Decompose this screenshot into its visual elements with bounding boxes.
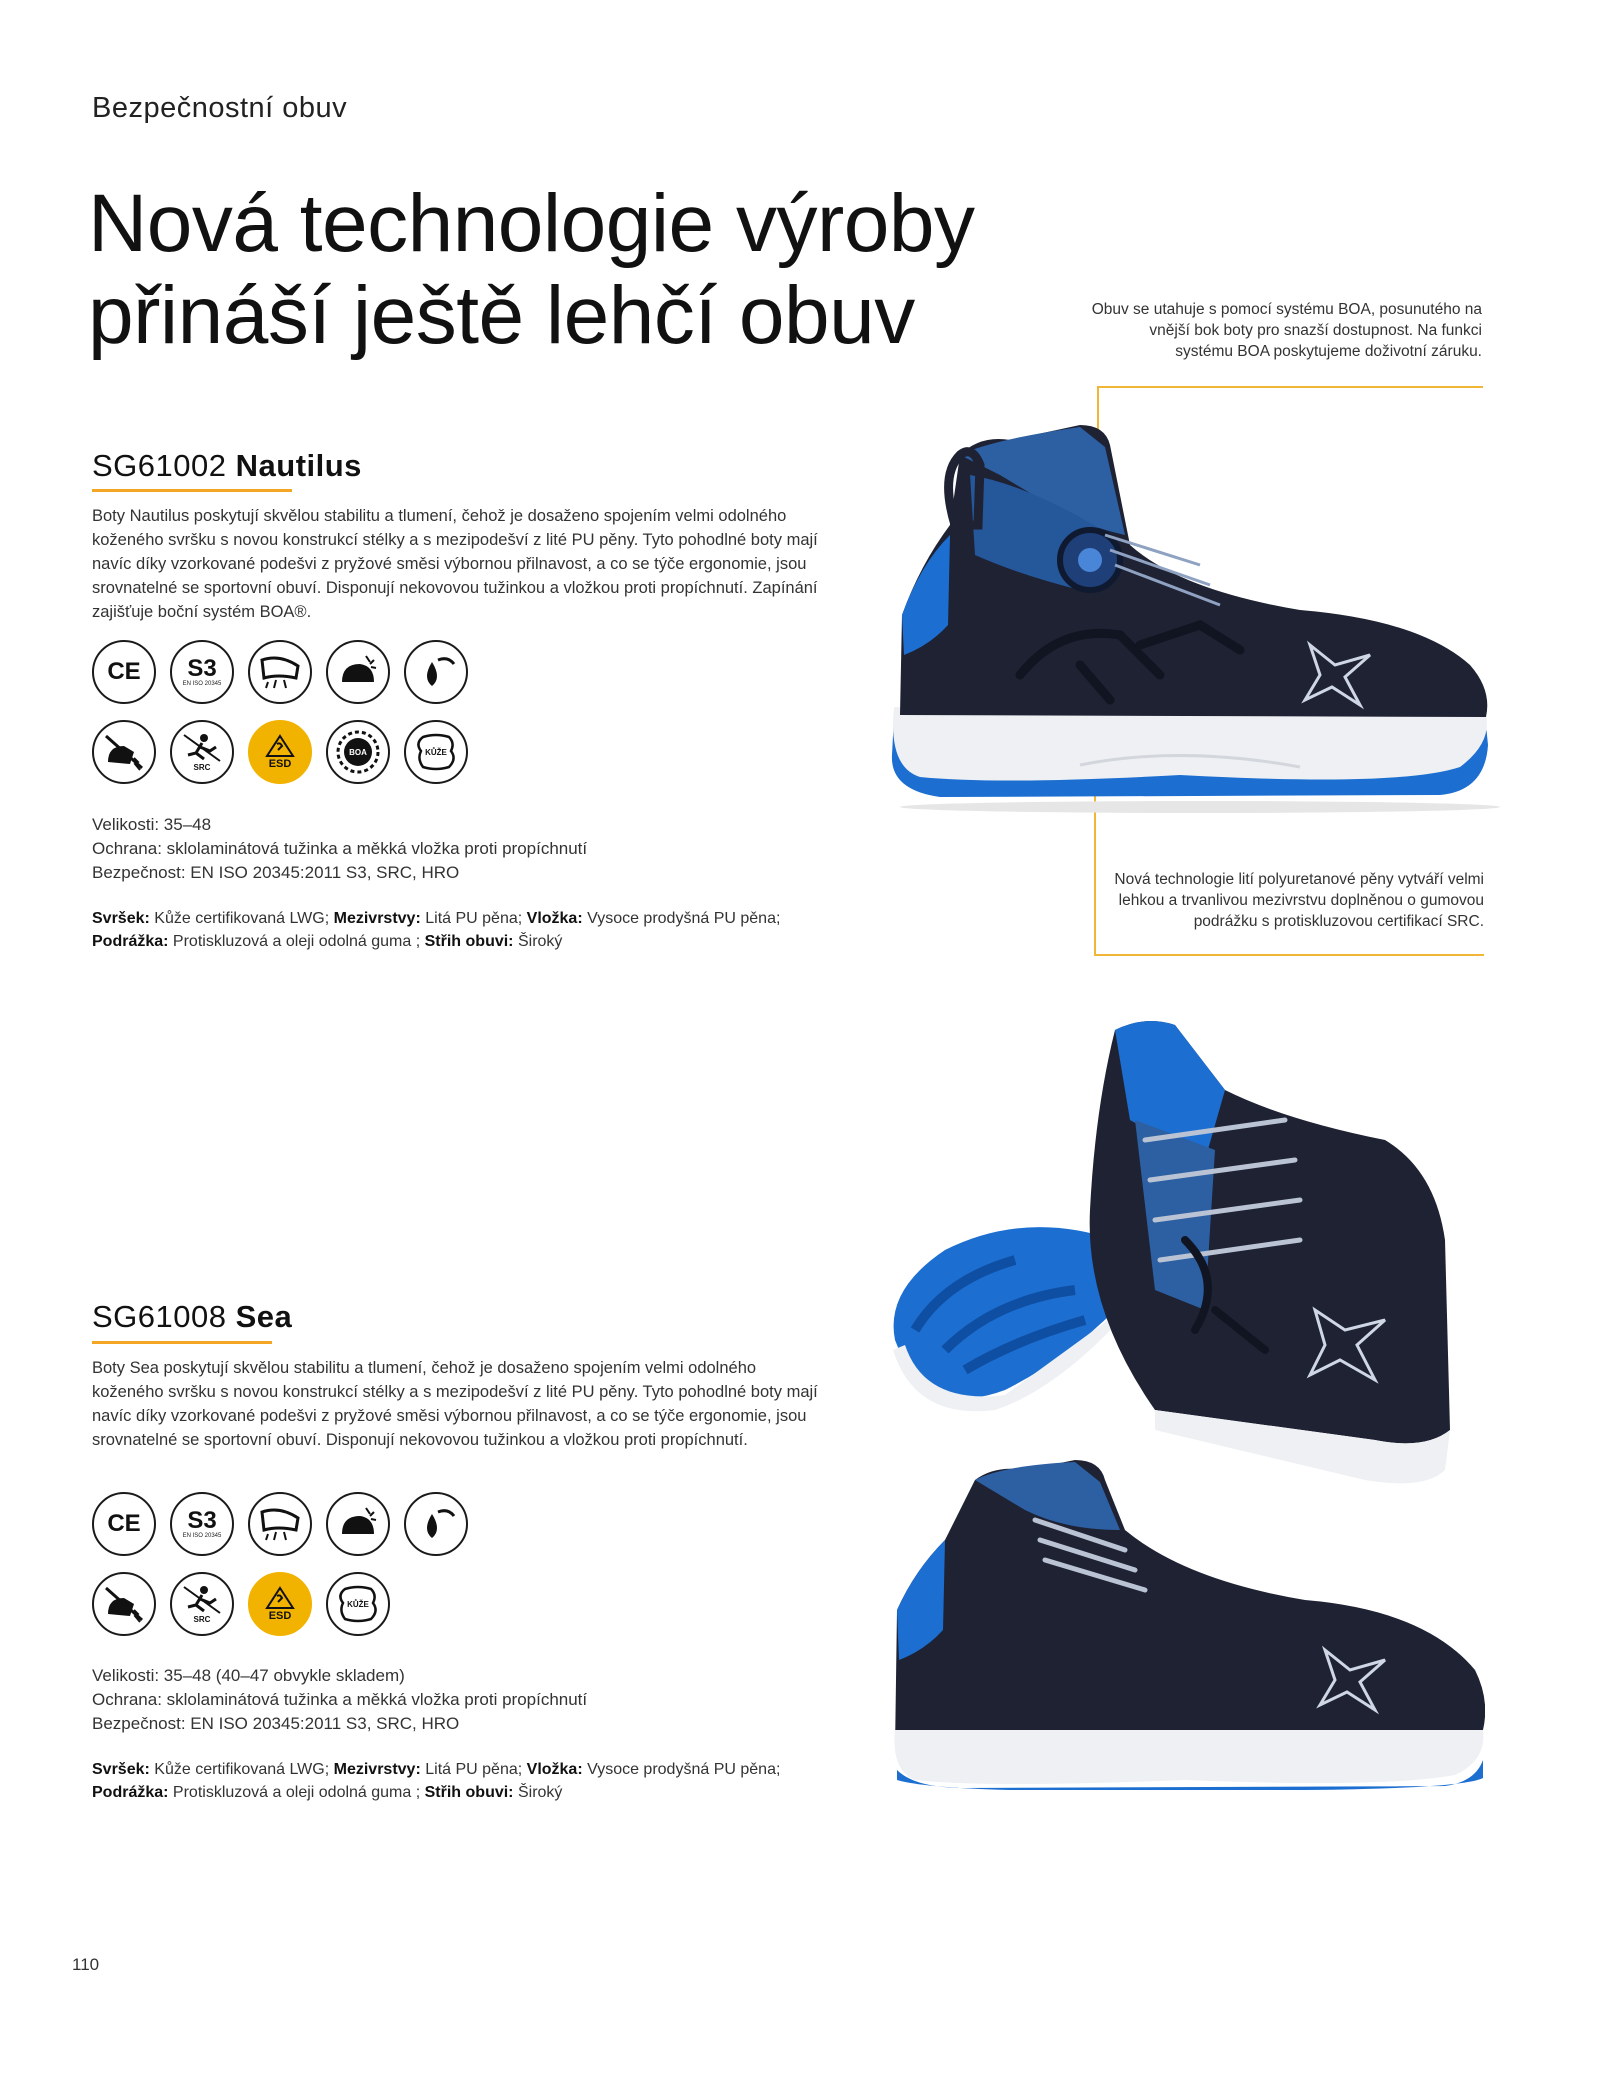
leather-icon: KŮŽE	[404, 720, 468, 784]
certification-icons-row-1	[92, 1492, 468, 1556]
callout-boa: Obuv se utahuje s pomocí systému BOA, posunutého na vnější bok boty pro snazší dostupnost. Na funkci systému BOA poskytujeme doživotní záruku.	[1091, 301, 1482, 360]
certification-icons-row-2	[92, 720, 468, 784]
antistatic-icon	[92, 720, 156, 784]
ce-mark-icon: CE	[92, 640, 156, 704]
esd-icon: ESD	[248, 1572, 312, 1636]
boa-icon: BOA	[326, 720, 390, 784]
sea-shoe-pair-image	[885, 1010, 1485, 1790]
product-title-sea	[92, 1299, 292, 1335]
esd-icon: ESD	[248, 720, 312, 784]
product-specs	[92, 813, 587, 885]
product-description: Boty Nautilus poskytují skvělou stabilitu a tlumení, čehož je dosaženo spojením velmi odolného koženého svršku s novou konstrukcí stélky a s mezipodešví z lité PU pěny. Tyto pohodlné boty mají navíc díky vzorkované podešvi z pryžové směsi výbornou přilnavost, a co se týče ergonomie, jsou srovnatelné se sportovní obuví. Disponují nekovovou tužinkou a vložkou proti propíchnutí. Zapínání zajišťuje boční systém BOA®.	[92, 507, 818, 621]
callout-sole: Nová technologie lití polyuretanové pěny vytváří velmi lehkou a trvanlivou mezivrstvu doplněnou o gumovou podrážku s protiskluzovou certifikací SRC.	[1114, 871, 1484, 930]
section-label: Bezpečnostní obuv	[92, 92, 348, 124]
headline-line-1: Nová technologie výroby	[88, 178, 975, 269]
sole-grip-icon	[248, 1492, 312, 1556]
product-specs	[92, 1664, 587, 1736]
protection: Ochrana: sklolaminátová tužinka a měkká vložka proti propíchnutí	[92, 839, 588, 858]
nautilus-shoe-image	[880, 415, 1500, 815]
src-slip-icon: SRC	[170, 1572, 234, 1636]
title-underline	[92, 489, 292, 492]
product-description: Boty Sea poskytují skvělou stabilitu a tlumení, čehož je dosaženo spojením velmi odolného koženého svršku s novou konstrukcí stélky a s mezipodešví z lité PU pěny. Tyto pohodlné boty mají navíc díky vzorkované podešvi z pryžové směsi výbornou přilnavost, a co se týče ergonomie, jsou srovnatelné se sportovní obuví. Disponují nekovovou tužinkou a vložkou proti propíchnutí.	[92, 1359, 818, 1449]
protection: Ochrana: sklolaminátová tužinka a měkká vložka proti propíchnutí	[92, 1690, 588, 1709]
product-code: SG61008	[92, 1299, 227, 1334]
page-number: 110	[72, 1955, 100, 1974]
product-code: SG61002	[92, 448, 227, 483]
src-slip-icon: SRC	[170, 720, 234, 784]
certification-icons-row-1	[92, 640, 468, 704]
safety-standard: Bezpečnost: EN ISO 20345:2011 S3, SRC, HRO	[92, 1714, 460, 1733]
sole-grip-icon	[248, 640, 312, 704]
product-name: Sea	[235, 1299, 293, 1334]
callout-boa-line-h	[1097, 386, 1483, 388]
s3-icon: S3 EN ISO 20345	[170, 1492, 234, 1556]
antistatic-icon	[92, 1572, 156, 1636]
headline-line-2: přináší ještě lehčí obuv	[88, 270, 915, 361]
product-name: Nautilus	[235, 448, 362, 483]
oil-resistant-icon	[404, 1492, 468, 1556]
product-title-nautilus	[92, 448, 362, 484]
certification-icons-row-2	[92, 1572, 390, 1636]
callout-sole-line-h	[1094, 954, 1484, 956]
ce-mark-icon: CE	[92, 1492, 156, 1556]
sizes: Velikosti: 35–48	[92, 815, 212, 834]
product-materials: Svršek: Kůže certifikovaná LWG; Mezivrstvy: Litá PU pěna; Vložka: Vysoce prodyšná PU pěna; Podrážka: Protiskluzová a oleji odolná guma ; Střih obuvi: Široký	[92, 910, 781, 950]
product-materials: Svršek: Kůže certifikovaná LWG; Mezivrstvy: Litá PU pěna; Vložka: Vysoce prodyšná PU pěna; Podrážka: Protiskluzová a oleji odolná guma ; Střih obuvi: Široký	[92, 1761, 781, 1801]
leather-icon: KŮŽE	[326, 1572, 390, 1636]
toe-cap-icon	[326, 1492, 390, 1556]
page-headline	[88, 178, 1088, 362]
safety-standard: Bezpečnost: EN ISO 20345:2011 S3, SRC, HRO	[92, 863, 460, 882]
sizes: Velikosti: 35–48 (40–47 obvykle skladem)	[92, 1666, 405, 1685]
title-underline	[92, 1341, 272, 1344]
toe-cap-icon	[326, 640, 390, 704]
s3-icon: S3 EN ISO 20345	[170, 640, 234, 704]
oil-resistant-icon	[404, 640, 468, 704]
